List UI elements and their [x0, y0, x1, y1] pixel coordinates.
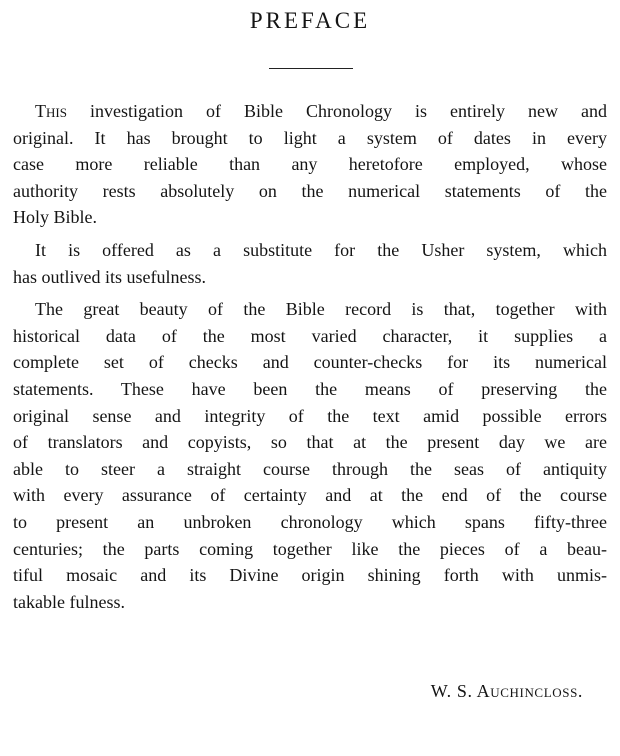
- text-line: able to steer a straight course through the seas of antiquity: [13, 458, 607, 479]
- author-signature: W. S. Auchincloss.: [430, 681, 583, 701]
- page-title: PREFACE: [249, 8, 371, 33]
- text-line: This investigation of Bible Chronology is entirely new and: [35, 101, 607, 121]
- title-divider: [269, 68, 353, 69]
- paragraph-3: [13, 296, 607, 615]
- text-line: It is offered as a substitute for the Usher system, which: [35, 239, 607, 260]
- preface-body: [13, 98, 607, 615]
- paragraph-1: [13, 98, 607, 231]
- text-line: The great beauty of the Bible record is that, together with: [35, 299, 607, 320]
- text-line: statements. These have been the means of preserving the: [13, 378, 607, 399]
- opening-word: This: [35, 101, 67, 121]
- text-line: of translators and copyists, so that at the present day we are: [13, 432, 607, 453]
- text-line: complete set of checks and counter-checks for its numerical: [13, 352, 607, 373]
- text-line: original sense and integrity of the text amid possible errors: [13, 405, 607, 426]
- text-line: has outlived its usefulness.: [13, 266, 206, 287]
- paragraph-2: [13, 237, 607, 290]
- text-line: original. It has brought to light a system of dates in every: [13, 127, 607, 148]
- text-line: centuries; the parts coming together like the pieces of a beau-: [13, 538, 607, 559]
- text-line: case more reliable than any heretofore employed, whose: [13, 154, 607, 175]
- text-line: to present an unbroken chronology which spans fifty-three: [13, 511, 607, 532]
- text-line: takable fulness.: [13, 591, 125, 612]
- text-line: with every assurance of certainty and at the end of the course: [13, 485, 607, 506]
- text-line: Holy Bible.: [13, 207, 97, 228]
- text-line: tiful mosaic and its Divine origin shining forth with unmis-: [13, 565, 607, 586]
- text-line: historical data of the most varied character, it supplies a: [13, 325, 607, 346]
- text-line: authority rests absolutely on the numerical statements of the: [13, 180, 607, 201]
